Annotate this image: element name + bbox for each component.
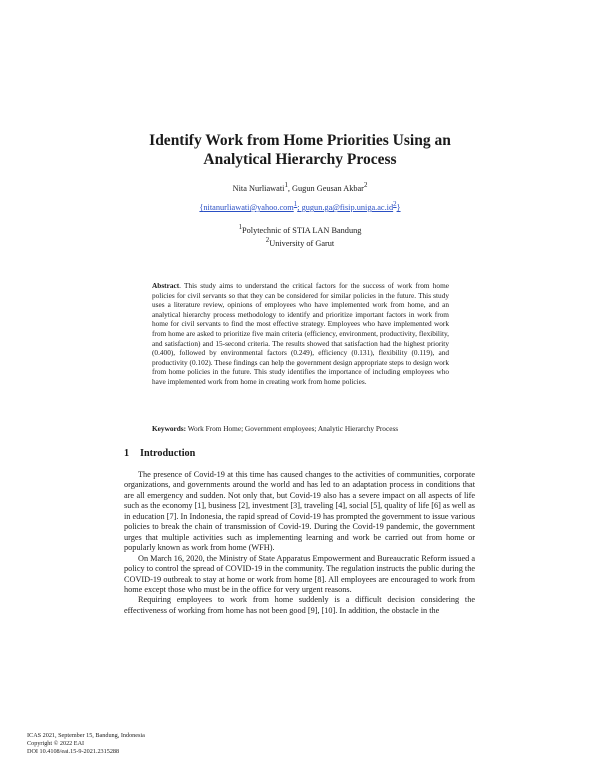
paper-title-line-1: Identify Work from Home Priorities Using an [149,132,451,149]
author-1-sup: 1 [284,182,288,189]
email-link-2[interactable]: ; gugun.ga@fisip.uniga.ac.id [297,202,394,212]
author-list [0,182,600,193]
email-link-1[interactable]: nitanurliawati@yahoo.com [203,202,294,212]
footer-doi: DOI 10.4108/eai.15-9-2021.2315288 [27,748,120,756]
email-1-sup: 1 [293,201,298,208]
paragraph: On March 16, 2020, the Ministry of State Apparatus Empowerment and Bureaucratic Reform issued a policy to control the spread of COVID-19 in the community. The regulation instructs the public during the COVID-19 outbreak to stay at home or work from home [8]. All employees are encouraged to work from home except those who must be in the office for very urgent reasons. [124,553,476,594]
author-1: Nita Nurliawati [232,183,285,193]
paper-title-line-2: Analytical Hierarchy Process [203,151,397,168]
email-close-brace: } [396,202,401,212]
abstract-text: . This study aims to understand the critical factors for the success of work from home policies for civil servants so that they can be considered for similar policies in the future. This study uses a literature review, opinions of employees who have implemented work from home, and an analytical hierarchy process methodology to identify and prioritize important factors in work from home for civil servants to find the most effective strategy. Employees who have implemented work from home are asked to prioritize five main criteria (efficiency, environment, productivity, flexibility, and satisfaction) and 15-second criteria. The results showed that satisfaction had the highest priority (0.400), followed by environmental factors (0.249), efficiency (0.131), flexibility (0.119), and productivity (0.102). These findings can help the government design appropriate steps to design work from home policies in the future. This study identifies the importance of including employees who have implemented work from home in creating work from home policies. [152,281,449,386]
email-2-sup: 2 [393,201,397,208]
author-emails [0,201,600,212]
keywords-label: Keywords: [152,424,187,433]
affiliation-2: $^2$University of Garut [265,237,335,249]
footer-copyright: Copyright © 2022 EAI [27,740,85,748]
affiliations [0,223,600,250]
abstract [152,281,449,387]
keywords-text: Work From Home; Government employees; Analytic Hierarchy Process [186,424,399,433]
affiliation-1: $^1$Polytechnic of STIA LAN Bandung [238,224,362,235]
paragraph: The presence of Covid-19 at this time has caused changes to the activities of communities, corporate organizations, and governments around the world and has led to an adaptation process in conditions that are all emergency and sudden. Not only that, but Covid-19 also has a severe impact on all aspects of life such as the economy [1], business [2], investment [3], traveling [4], social [5], quality of life [6] as well as in education [7]. In Indonesia, the rapid spread of Covid-19 has prompted the government to issue various policies to break the chain of transmission of Covid-19. During the Covid-19 pandemic, the government urges that multiple activities such as implementing learning and work be carried out from home or popularly known as work from home (WFH). [124,470,475,553]
author-2-sup: 2 [363,182,368,189]
footer-conference: ICAS 2021, September 15, Bandung, Indonesia [27,732,145,739]
paper-title [0,131,600,169]
body-text [124,470,475,616]
section-number: 1 [124,448,130,459]
author-2: Gugun Geusan Akbar [292,183,364,193]
page-footer [27,732,145,757]
email-open-brace: { [199,202,204,212]
abstract-label: Abstract [152,281,180,290]
keywords [152,424,452,433]
section-title: Introduction [140,448,196,459]
author-separator: , [287,183,293,193]
section-heading [124,448,195,459]
paragraph: Requiring employees to work from home suddenly is a difficult decision considering the effectiveness of working from home has not been good [9], [10]. In addition, the obstacle in the [124,595,475,615]
